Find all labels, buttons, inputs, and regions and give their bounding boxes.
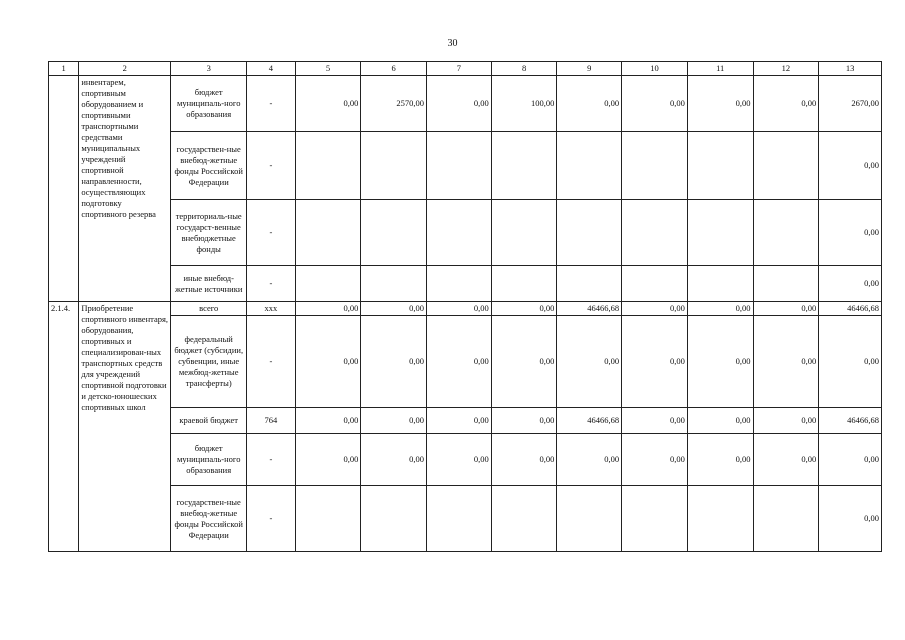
code-cell: - — [247, 132, 296, 200]
page-number: 30 — [447, 38, 458, 49]
value-cell: 0,00 — [622, 302, 688, 316]
value-cell: 0,00 — [819, 266, 882, 302]
column-header-7: 7 — [427, 62, 492, 76]
funding-source-cell: всего — [171, 302, 247, 316]
value-cell — [491, 266, 557, 302]
value-cell — [687, 486, 753, 552]
column-header-1: 1 — [49, 62, 79, 76]
column-header-4: 4 — [247, 62, 296, 76]
value-cell: 0,00 — [753, 434, 819, 486]
table-row — [49, 302, 882, 316]
value-cell: 0,00 — [819, 132, 882, 200]
value-cell: 0,00 — [491, 316, 557, 408]
funding-source-cell: федеральный бюджет (субсидии, субвенции, иные межбюд-жетные трансферты) — [171, 316, 247, 408]
value-cell — [622, 266, 688, 302]
code-cell: - — [247, 486, 296, 552]
value-cell: 0,00 — [622, 76, 688, 132]
value-cell: 100,00 — [491, 76, 557, 132]
code-cell: 764 — [247, 408, 296, 434]
code-cell: - — [247, 434, 296, 486]
code-cell: ххх — [247, 302, 296, 316]
value-cell: 0,00 — [491, 408, 557, 434]
value-cell: 0,00 — [753, 316, 819, 408]
table-row — [49, 408, 882, 434]
table-row — [49, 434, 882, 486]
value-cell: 0,00 — [361, 302, 427, 316]
value-cell — [687, 266, 753, 302]
value-cell: 0,00 — [361, 434, 427, 486]
value-cell: 0,00 — [491, 302, 557, 316]
value-cell — [557, 486, 622, 552]
value-cell: 0,00 — [557, 316, 622, 408]
value-cell: 0,00 — [427, 434, 492, 486]
table-row — [49, 132, 882, 200]
funding-source-cell: краевой бюджет — [171, 408, 247, 434]
value-cell: 0,00 — [295, 316, 361, 408]
value-cell: 0,00 — [295, 408, 361, 434]
value-cell — [687, 200, 753, 266]
column-header-5: 5 — [295, 62, 361, 76]
value-cell — [622, 200, 688, 266]
value-cell — [361, 266, 427, 302]
value-cell: 0,00 — [557, 76, 622, 132]
value-cell — [491, 200, 557, 266]
code-cell: - — [247, 200, 296, 266]
code-cell: - — [247, 316, 296, 408]
value-cell: 0,00 — [687, 434, 753, 486]
funding-source-cell: бюджет муниципаль-ного образования — [171, 76, 247, 132]
value-cell: 0,00 — [753, 408, 819, 434]
item-number-cell — [49, 76, 79, 302]
value-cell — [557, 266, 622, 302]
value-cell — [427, 132, 492, 200]
value-cell — [295, 132, 361, 200]
value-cell: 0,00 — [819, 316, 882, 408]
code-cell: - — [247, 266, 296, 302]
column-header-13: 13 — [819, 62, 882, 76]
code-cell: - — [247, 76, 296, 132]
value-cell: 0,00 — [622, 434, 688, 486]
column-header-11: 11 — [687, 62, 753, 76]
value-cell — [361, 132, 427, 200]
value-cell — [753, 266, 819, 302]
column-header-2: 2 — [79, 62, 171, 76]
value-cell — [557, 200, 622, 266]
item-description-cell: инвентарем, спортивным оборудованием и спортивными транспортными средствами муниципальных учреждений спортивной направленности, осуществляющих подготовку спортивного резерва — [79, 76, 171, 302]
column-header-10: 10 — [622, 62, 688, 76]
value-cell — [622, 486, 688, 552]
funding-source-cell: государствен-ные внебюд-жетные фонды Российской Федерации — [171, 486, 247, 552]
value-cell: 0,00 — [557, 434, 622, 486]
column-header-9: 9 — [557, 62, 622, 76]
value-cell — [753, 200, 819, 266]
value-cell — [622, 132, 688, 200]
budget-table — [48, 61, 882, 552]
value-cell: 0,00 — [819, 200, 882, 266]
value-cell: 0,00 — [687, 316, 753, 408]
value-cell: 0,00 — [295, 76, 361, 132]
value-cell: 0,00 — [753, 76, 819, 132]
value-cell — [753, 486, 819, 552]
value-cell — [491, 132, 557, 200]
value-cell: 0,00 — [361, 316, 427, 408]
value-cell: 2570,00 — [361, 76, 427, 132]
value-cell — [361, 200, 427, 266]
value-cell — [361, 486, 427, 552]
value-cell: 0,00 — [753, 302, 819, 316]
value-cell: 0,00 — [491, 434, 557, 486]
table-row — [49, 316, 882, 408]
value-cell: 0,00 — [427, 408, 492, 434]
value-cell: 46466,68 — [819, 302, 882, 316]
value-cell: 0,00 — [295, 434, 361, 486]
value-cell: 0,00 — [427, 316, 492, 408]
value-cell: 0,00 — [687, 408, 753, 434]
column-header-8: 8 — [491, 62, 557, 76]
item-number-cell: 2.1.4. — [49, 302, 79, 552]
value-cell: 0,00 — [295, 302, 361, 316]
value-cell: 0,00 — [622, 408, 688, 434]
column-header-12: 12 — [753, 62, 819, 76]
value-cell — [295, 200, 361, 266]
value-cell: 2670,00 — [819, 76, 882, 132]
value-cell — [687, 132, 753, 200]
funding-source-cell: территориаль-ные государст-венные внебюджетные фонды — [171, 200, 247, 266]
value-cell: 0,00 — [819, 486, 882, 552]
value-cell: 0,00 — [687, 302, 753, 316]
column-header-3: 3 — [171, 62, 247, 76]
value-cell: 46466,68 — [819, 408, 882, 434]
funding-source-cell: бюджет муниципаль-ного образования — [171, 434, 247, 486]
value-cell — [427, 486, 492, 552]
value-cell — [295, 266, 361, 302]
value-cell: 46466,68 — [557, 302, 622, 316]
value-cell — [427, 266, 492, 302]
value-cell: 0,00 — [361, 408, 427, 434]
column-header-6: 6 — [361, 62, 427, 76]
value-cell: 0,00 — [687, 76, 753, 132]
item-description-cell: Приобретение спортивного инвентаря, оборудования, спортивных и специализирован-ных транспортных средств для учреждений спортивной подготовки и детско-юношеских спортивных школ — [79, 302, 171, 552]
value-cell — [491, 486, 557, 552]
value-cell: 0,00 — [622, 316, 688, 408]
table-row — [49, 200, 882, 266]
value-cell — [295, 486, 361, 552]
table-row — [49, 266, 882, 302]
value-cell: 0,00 — [427, 302, 492, 316]
table-row — [49, 76, 882, 132]
value-cell — [427, 200, 492, 266]
funding-source-cell: иные внебюд-жетные источники — [171, 266, 247, 302]
value-cell — [753, 132, 819, 200]
funding-source-cell: государствен-ные внебюд-жетные фонды Российской Федерации — [171, 132, 247, 200]
header-row — [49, 62, 882, 76]
value-cell — [557, 132, 622, 200]
value-cell: 46466,68 — [557, 408, 622, 434]
value-cell: 0,00 — [427, 76, 492, 132]
value-cell: 0,00 — [819, 434, 882, 486]
table-row — [49, 486, 882, 552]
